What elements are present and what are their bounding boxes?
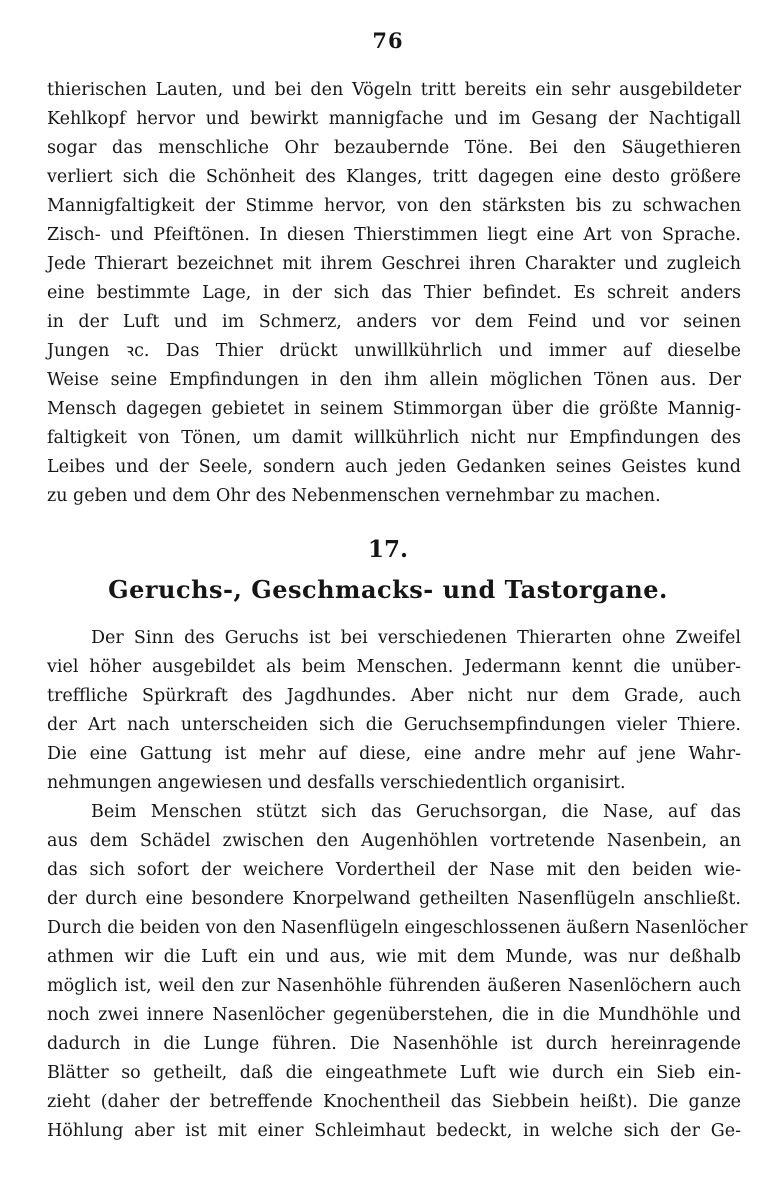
text-line: Die eine Gattung ist mehr auf diese, eine andre mehr auf jene Wahr- xyxy=(47,744,741,764)
text-line: noch zwei innere Nasenlöcher gegenüberstehen, die in die Mundhöhle und xyxy=(47,1005,741,1025)
text-line: Beim Menschen stützt sich das Geruchsorgan, die Nase, auf das xyxy=(91,802,741,822)
text-line: treffliche Spürkraft des Jagdhundes. Aber nicht nur dem Grade, auch xyxy=(47,686,741,706)
page-number: 76 xyxy=(372,28,404,53)
text-line: Mannigfaltigkeit der Stimme hervor, von den stärksten bis zu schwachen xyxy=(47,196,741,216)
text-line: Jungen ꝛc. Das Thier drückt unwillkührlich und immer auf dieselbe xyxy=(47,341,741,361)
paragraph-continued xyxy=(47,76,741,511)
text-line: verliert sich die Schönheit des Klanges, tritt dagegen eine desto größere xyxy=(47,167,741,187)
text-line: der Art nach unterscheiden sich die Geruchsempfindungen vieler Thiere. xyxy=(47,715,741,735)
text-line: viel höher ausgebildet als beim Menschen. Jedermann kennt die unüber- xyxy=(47,657,741,677)
text-line: Blätter so getheilt, daß die eingeathmete Luft wie durch ein Sieb ein- xyxy=(47,1063,741,1083)
section-number: 17. xyxy=(367,536,408,563)
text-line: Jede Thierart bezeichnet mit ihrem Geschrei ihren Charakter und zugleich xyxy=(47,254,741,274)
text-line: Durch die beiden von den Nasenflügeln eingeschlossenen äußern Nasenlöcher xyxy=(47,918,748,938)
text-line: dadurch in die Lunge führen. Die Nasenhöhle ist durch hereinragende xyxy=(47,1034,741,1054)
text-line: eine bestimmte Lage, in der sich das Thier befindet. Es schreit anders xyxy=(47,283,741,303)
text-line: athmen wir die Luft ein und aus, wie mit dem Munde, was nur deßhalb xyxy=(47,947,741,967)
text-line: nehmungen angewiesen und desfalls verschiedentlich organisirt. xyxy=(47,773,626,793)
section-title: Geruchs-, Geschmacks- und Tastorgane. xyxy=(108,575,668,604)
paragraph-1 xyxy=(47,624,741,798)
text-line: sogar das menschliche Ohr bezaubernde Töne. Bei den Säugethieren xyxy=(47,138,741,158)
text-line: Leibes und der Seele, sondern auch jeden Gedanken seines Geistes kund xyxy=(47,457,741,477)
text-line: in der Luft und im Schmerz, anders vor dem Feind und vor seinen xyxy=(47,312,741,332)
paragraph-2 xyxy=(47,798,748,1146)
text-line: Der Sinn des Geruchs ist bei verschiedenen Thierarten ohne Zweifel xyxy=(91,628,741,648)
text-line: möglich ist, weil den zur Nasenhöhle führenden äußeren Nasenlöchern auch xyxy=(47,976,741,996)
text-line: Weise seine Empfindungen in den ihm allein möglichen Tönen aus. Der xyxy=(47,370,741,390)
text-line: Zisch- und Pfeiftönen. In diesen Thierstimmen liegt eine Art von Sprache. xyxy=(47,225,741,245)
text-line: zu geben und dem Ohr des Nebenmenschen vernehmbar zu machen. xyxy=(47,486,661,506)
text-line: Mensch dagegen gebietet in seinem Stimmorgan über die größte Mannig- xyxy=(47,399,741,419)
text-line: Höhlung aber ist mit einer Schleimhaut bedeckt, in welche sich der Ge- xyxy=(47,1121,741,1141)
text-line: das sich sofort der weichere Vordertheil der Nase mit den beiden wie- xyxy=(47,860,741,880)
text-line: Kehlkopf hervor und bewirkt mannigfache und im Gesang der Nachtigall xyxy=(47,109,741,129)
text-line: thierischen Lauten, und bei den Vögeln tritt bereits ein sehr ausgebildeter xyxy=(47,80,741,100)
text-line: aus dem Schädel zwischen den Augenhöhlen vortretende Nasenbein, an xyxy=(47,831,741,851)
text-line: zieht (daher der betreffende Knochentheil das Siebbein heißt). Die ganze xyxy=(47,1092,741,1112)
text-line: der durch eine besondere Knorpelwand getheilten Nasenflügeln anschließt. xyxy=(47,889,741,909)
text-line: faltigkeit von Tönen, um damit willkührlich nicht nur Empfindungen des xyxy=(47,428,741,448)
